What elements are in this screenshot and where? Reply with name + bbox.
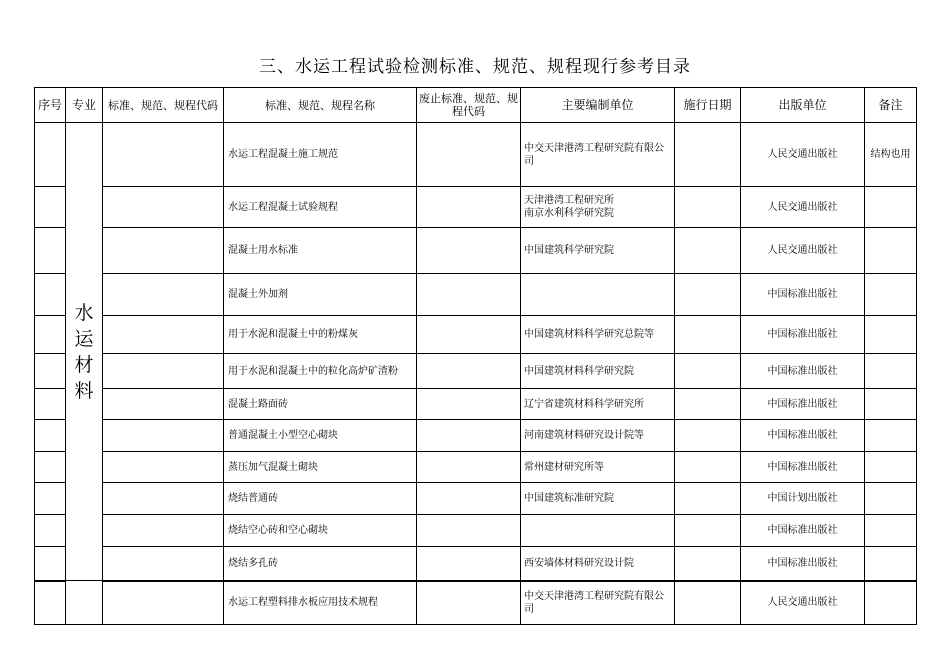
code-cell bbox=[103, 354, 224, 389]
name-cell: 烧结普通砖 bbox=[224, 483, 417, 515]
date-cell bbox=[675, 274, 741, 316]
date-cell bbox=[675, 228, 741, 274]
seq-cell bbox=[35, 547, 66, 581]
code-cell bbox=[103, 547, 224, 581]
obsolete-code-cell bbox=[417, 547, 521, 581]
name-cell: 普通混凝土小型空心砌块 bbox=[224, 420, 417, 452]
note-cell bbox=[865, 228, 917, 274]
editor-cell: 中国建筑材料科学研究总院等 bbox=[521, 316, 675, 354]
name-cell: 水运工程塑料排水板应用技术规程 bbox=[224, 581, 417, 625]
table-row bbox=[35, 581, 917, 625]
publisher-cell: 中国标准出版社 bbox=[741, 389, 865, 420]
header-date: 施行日期 bbox=[675, 88, 741, 123]
editor-cell: 中国建筑标准研究院 bbox=[521, 483, 675, 515]
seq-cell bbox=[35, 316, 66, 354]
table-row bbox=[35, 483, 917, 515]
obsolete-code-cell bbox=[417, 420, 521, 452]
editor-cell bbox=[521, 274, 675, 316]
name-cell: 用于水泥和混凝土中的粉煤灰 bbox=[224, 316, 417, 354]
note-cell bbox=[865, 354, 917, 389]
note-cell bbox=[865, 316, 917, 354]
date-cell bbox=[675, 123, 741, 187]
code-cell bbox=[103, 483, 224, 515]
publisher-cell: 中国标准出版社 bbox=[741, 452, 865, 483]
code-cell bbox=[103, 420, 224, 452]
editor-cell: 河南建筑材料研究设计院等 bbox=[521, 420, 675, 452]
seq-cell bbox=[35, 228, 66, 274]
note-cell bbox=[865, 274, 917, 316]
header-seq: 序号 bbox=[35, 88, 66, 123]
header-note: 备注 bbox=[865, 88, 917, 123]
obsolete-code-cell bbox=[417, 274, 521, 316]
seq-cell bbox=[35, 187, 66, 228]
seq-cell bbox=[35, 354, 66, 389]
seq-cell bbox=[35, 389, 66, 420]
publisher-cell: 中国标准出版社 bbox=[741, 547, 865, 581]
publisher-cell: 中国标准出版社 bbox=[741, 420, 865, 452]
publisher-cell: 中国标准出版社 bbox=[741, 515, 865, 547]
header-row bbox=[35, 88, 917, 123]
name-cell: 混凝土路面砖 bbox=[224, 389, 417, 420]
code-cell bbox=[103, 452, 224, 483]
name-cell: 用于水泥和混凝土中的粒化高炉矿渣粉 bbox=[224, 354, 417, 389]
date-cell bbox=[675, 187, 741, 228]
header-code: 标准、规范、规程代码 bbox=[103, 88, 224, 123]
editor-cell: 西安墙体材料研究设计院 bbox=[521, 547, 675, 581]
date-cell bbox=[675, 316, 741, 354]
obsolete-code-cell bbox=[417, 228, 521, 274]
date-cell bbox=[675, 483, 741, 515]
header-name: 标准、规范、规程名称 bbox=[224, 88, 417, 123]
code-cell bbox=[103, 581, 224, 625]
table-row bbox=[35, 316, 917, 354]
publisher-cell: 人民交通出版社 bbox=[741, 187, 865, 228]
seq-cell bbox=[35, 581, 66, 625]
name-cell: 蒸压加气混凝土砌块 bbox=[224, 452, 417, 483]
publisher-cell: 中国标准出版社 bbox=[741, 274, 865, 316]
date-cell bbox=[675, 420, 741, 452]
code-cell bbox=[103, 515, 224, 547]
major-cell-empty bbox=[66, 581, 103, 625]
note-cell bbox=[865, 187, 917, 228]
table-row bbox=[35, 274, 917, 316]
name-cell: 水运工程混凝土施工规范 bbox=[224, 123, 417, 187]
seq-cell bbox=[35, 123, 66, 187]
note-cell: 结构也用 bbox=[865, 123, 917, 187]
code-cell bbox=[103, 389, 224, 420]
date-cell bbox=[675, 354, 741, 389]
publisher-cell: 中国标准出版社 bbox=[741, 316, 865, 354]
note-cell bbox=[865, 483, 917, 515]
note-cell bbox=[865, 452, 917, 483]
obsolete-code-cell bbox=[417, 581, 521, 625]
note-cell bbox=[865, 389, 917, 420]
date-cell bbox=[675, 547, 741, 581]
table-row bbox=[35, 515, 917, 547]
obsolete-code-cell bbox=[417, 389, 521, 420]
editor-cell: 中国建筑材料科学研究院 bbox=[521, 354, 675, 389]
table-row bbox=[35, 228, 917, 274]
table-row bbox=[35, 420, 917, 452]
obsolete-code-cell bbox=[417, 515, 521, 547]
obsolete-code-cell bbox=[417, 354, 521, 389]
publisher-cell: 人民交通出版社 bbox=[741, 228, 865, 274]
note-cell bbox=[865, 581, 917, 625]
seq-cell bbox=[35, 515, 66, 547]
table-row bbox=[35, 123, 917, 187]
editor-cell: 中交天津港湾工程研究院有限公司 bbox=[521, 581, 675, 625]
table-row bbox=[35, 452, 917, 483]
major-cell: 水运材料 bbox=[66, 123, 103, 581]
code-cell bbox=[103, 274, 224, 316]
name-cell: 烧结空心砖和空心砌块 bbox=[224, 515, 417, 547]
editor-cell: 天津港湾工程研究所 南京水利科学研究院 bbox=[521, 187, 675, 228]
header-editor: 主要编制单位 bbox=[521, 88, 675, 123]
date-cell bbox=[675, 389, 741, 420]
standards-table bbox=[34, 87, 917, 625]
editor-cell bbox=[521, 515, 675, 547]
editor-cell: 常州建材研究所等 bbox=[521, 452, 675, 483]
note-cell bbox=[865, 547, 917, 581]
header-publisher: 出版单位 bbox=[741, 88, 865, 123]
editor-cell: 辽宁省建筑材料科学研究所 bbox=[521, 389, 675, 420]
date-cell bbox=[675, 452, 741, 483]
header-obsolete-code: 废止标准、规范、规程代码 bbox=[417, 88, 521, 123]
code-cell bbox=[103, 123, 224, 187]
table-row bbox=[35, 547, 917, 581]
table-row bbox=[35, 354, 917, 389]
obsolete-code-cell bbox=[417, 316, 521, 354]
note-cell bbox=[865, 515, 917, 547]
code-cell bbox=[103, 228, 224, 274]
date-cell bbox=[675, 515, 741, 547]
seq-cell bbox=[35, 452, 66, 483]
name-cell: 混凝土外加剂 bbox=[224, 274, 417, 316]
seq-cell bbox=[35, 420, 66, 452]
name-cell: 水运工程混凝土试验规程 bbox=[224, 187, 417, 228]
header-major: 专业 bbox=[66, 88, 103, 123]
table-row bbox=[35, 187, 917, 228]
obsolete-code-cell bbox=[417, 123, 521, 187]
obsolete-code-cell bbox=[417, 483, 521, 515]
publisher-cell: 人民交通出版社 bbox=[741, 123, 865, 187]
date-cell bbox=[675, 581, 741, 625]
publisher-cell: 中国计划出版社 bbox=[741, 483, 865, 515]
code-cell bbox=[103, 316, 224, 354]
publisher-cell: 中国标准出版社 bbox=[741, 354, 865, 389]
page-title: 三、水运工程试验检测标准、规范、规程现行参考目录 bbox=[259, 57, 691, 77]
code-cell bbox=[103, 187, 224, 228]
obsolete-code-cell bbox=[417, 452, 521, 483]
seq-cell bbox=[35, 274, 66, 316]
name-cell: 混凝土用水标准 bbox=[224, 228, 417, 274]
note-cell bbox=[865, 420, 917, 452]
editor-cell: 中交天津港湾工程研究院有限公司 bbox=[521, 123, 675, 187]
table-body bbox=[35, 123, 917, 625]
publisher-cell: 人民交通出版社 bbox=[741, 581, 865, 625]
obsolete-code-cell bbox=[417, 187, 521, 228]
editor-cell: 中国建筑科学研究院 bbox=[521, 228, 675, 274]
table-row bbox=[35, 389, 917, 420]
seq-cell bbox=[35, 483, 66, 515]
name-cell: 烧结多孔砖 bbox=[224, 547, 417, 581]
